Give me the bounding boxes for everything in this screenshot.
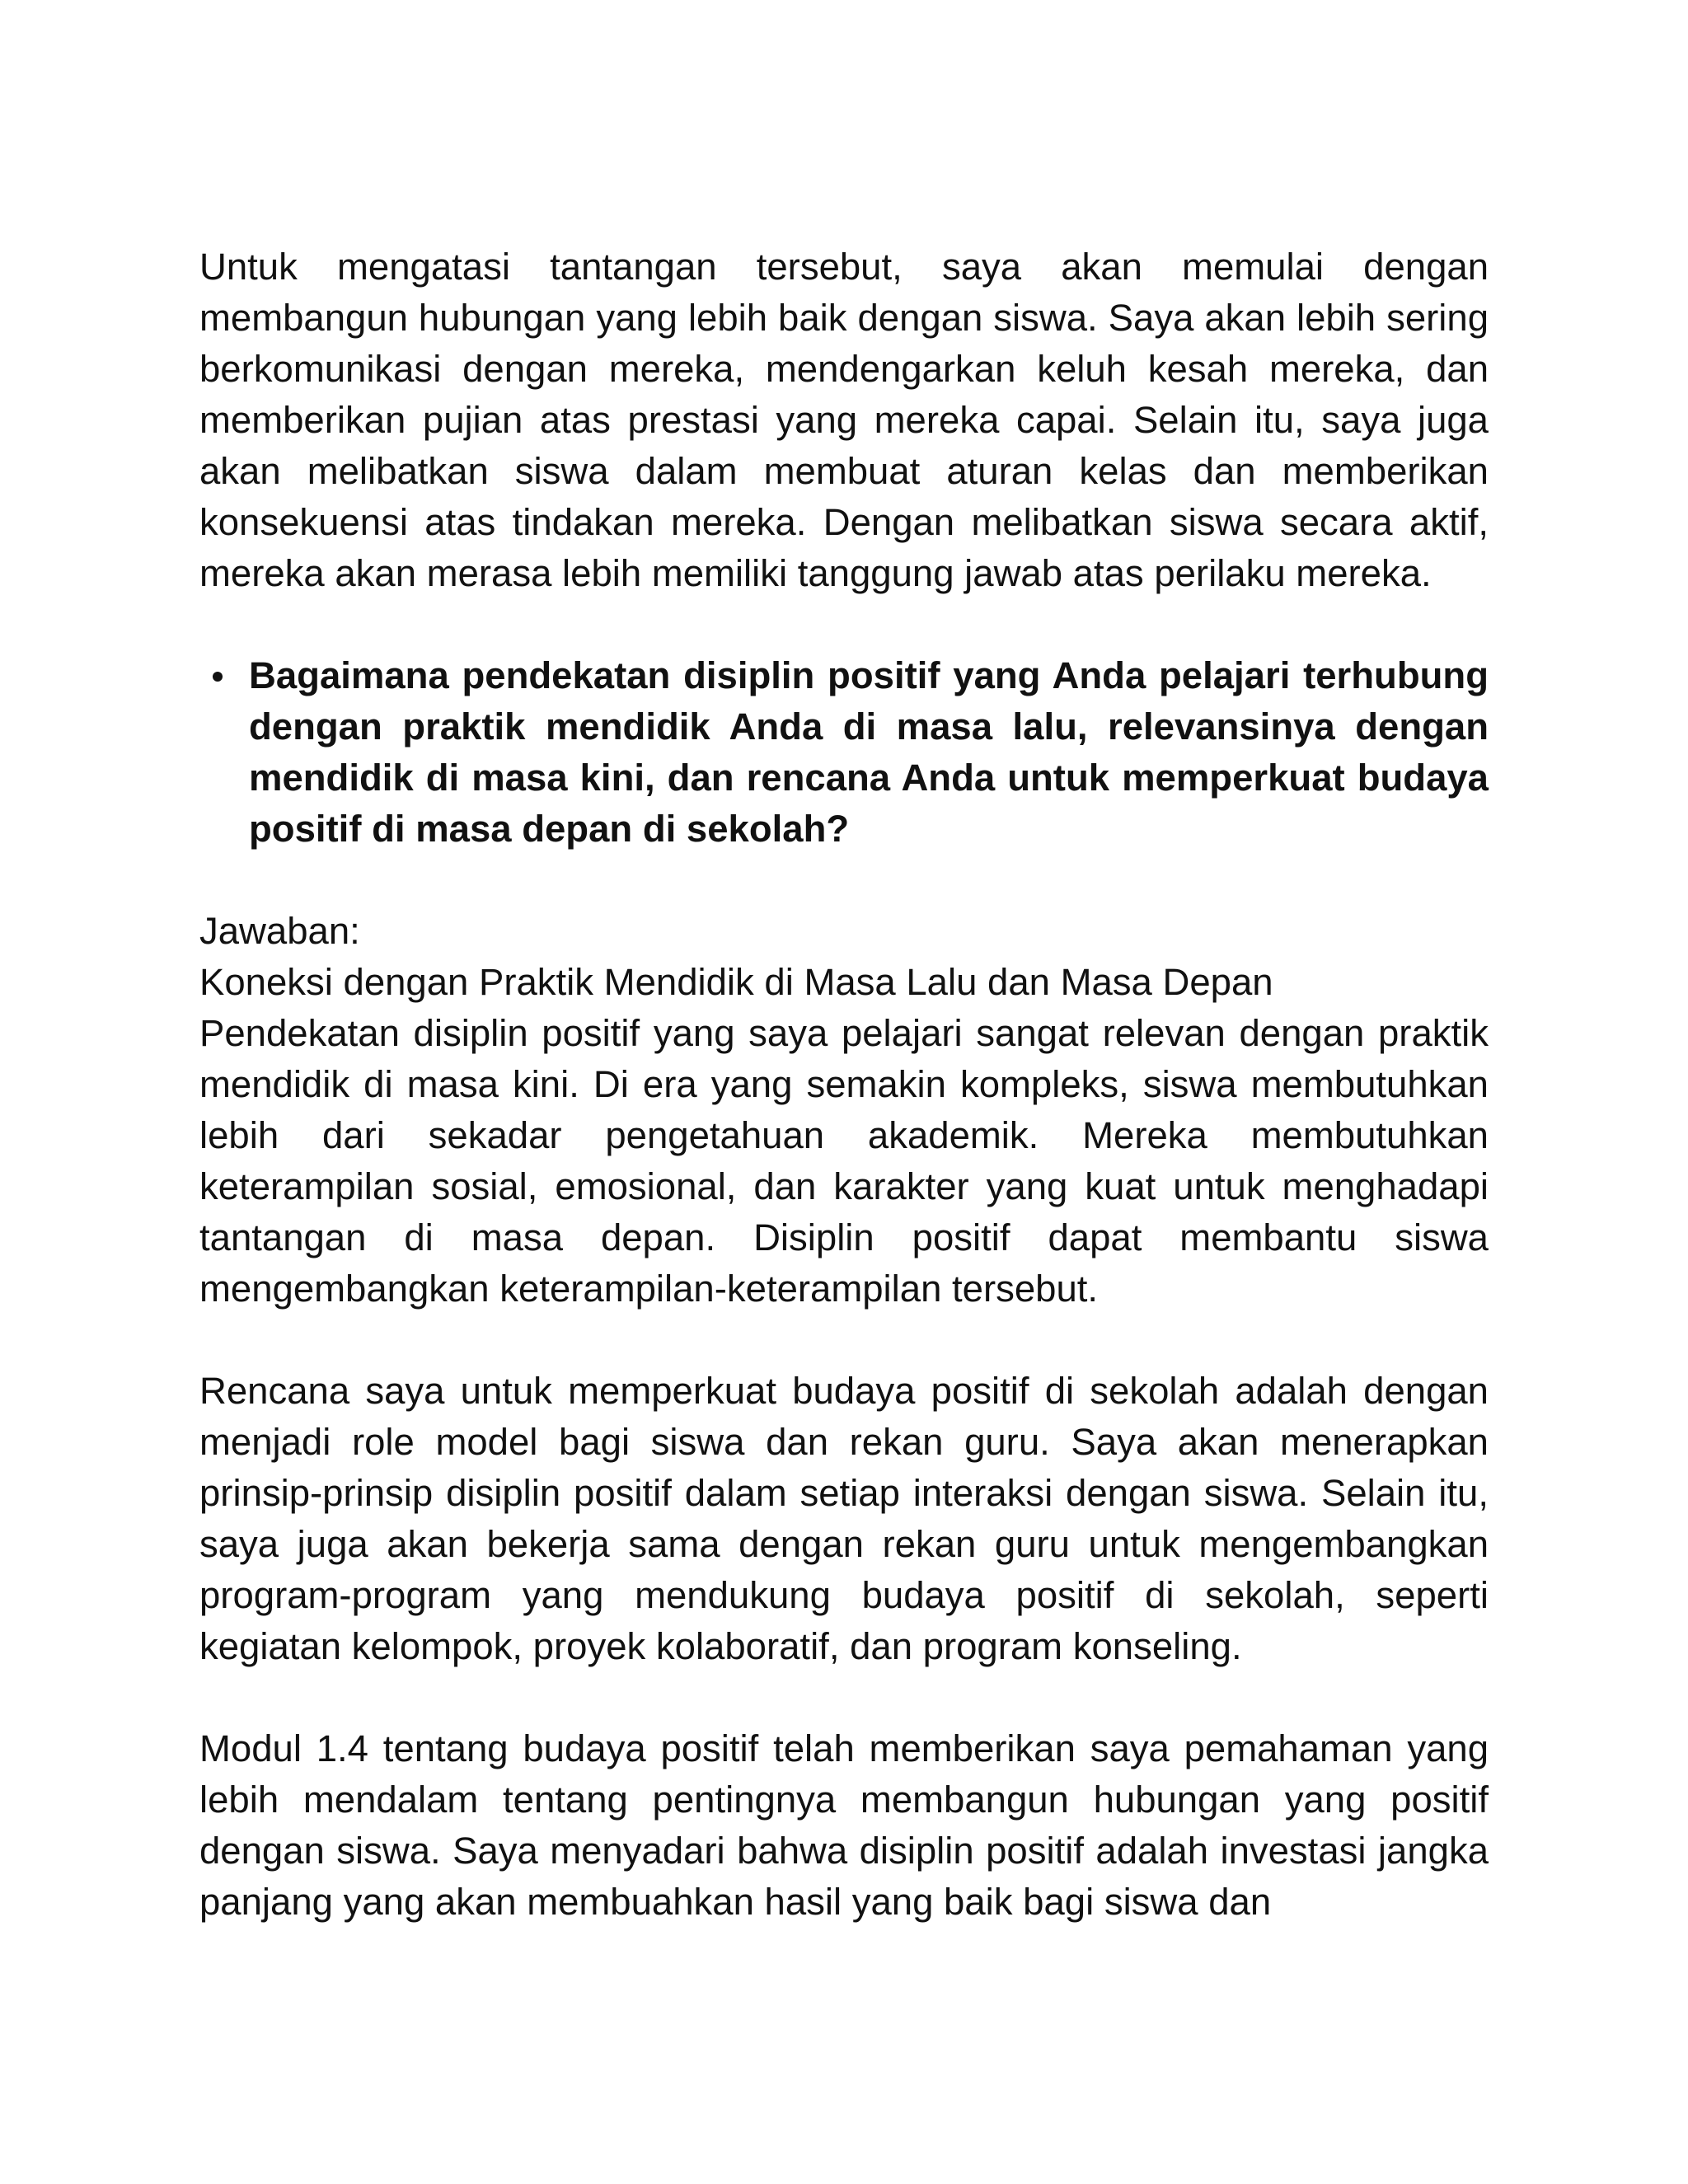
paragraph-gap bbox=[199, 855, 1489, 906]
document-page bbox=[199, 241, 1489, 1928]
paragraph-plan: Rencana saya untuk memperkuat budaya positif di sekolah adalah dengan menjadi role model bagi siswa dan rekan guru. Saya akan menerapkan prinsip-prinsip disiplin positif dalam setiap interaksi dengan siswa. Selain itu, saya juga akan bekerja sama dengan rekan guru untuk mengembangkan program-program yang mendukung budaya positif di sekolah, seperti kegiatan kelompok, proyek kolaboratif, dan program konseling. bbox=[199, 1370, 1489, 1667]
paragraph-strategy: Untuk mengatasi tantangan tersebut, saya akan memulai dengan membangun hubungan yang lebih baik dengan siswa. Saya akan lebih sering berkomunikasi dengan mereka, mendengarkan keluh kesah mereka, dan memberikan pujian atas prestasi yang mereka capai. Selain itu, saya juga akan melibatkan siswa dalam membuat aturan kelas dan memberikan konsekuensi atas tindakan mereka. Dengan melibatkan siswa secara aktif, mereka akan merasa lebih memiliki tanggung jawab atas perilaku mereka. bbox=[199, 246, 1489, 594]
paragraph-relevance: Pendekatan disiplin positif yang saya pelajari sangat relevan dengan praktik mendidik di masa kini. Di era yang semakin kompleks, siswa membutuhkan lebih dari sekadar pengetahuan akademik. Mereka membutuhkan keterampilan sosial, emosional, dan karakter yang kuat untuk menghadapi tantangan di masa depan. Disiplin positif dapat membantu siswa mengembangkan keterampilan-keterampilan tersebut. bbox=[199, 1012, 1489, 1310]
paragraph-gap bbox=[199, 599, 1489, 650]
question-text: Bagaimana pendekatan disiplin positif yang Anda pelajari terhubung dengan praktik mendidik Anda di masa lalu, relevansinya dengan mendidik di masa kini, dan rencana Anda untuk memperkuat budaya positif di masa depan di sekolah? bbox=[249, 654, 1489, 850]
paragraph-gap bbox=[199, 1315, 1489, 1366]
paragraph-module-reflection: Modul 1.4 tentang budaya positif telah memberikan saya pemahaman yang lebih mendalam tentang pentingnya membangun hubungan yang positif dengan siswa. Saya menyadari bahwa disiplin positif adalah investasi jangka panjang yang akan membuahkan hasil yang baik bagi siswa dan bbox=[199, 1727, 1489, 1923]
paragraph-gap bbox=[199, 1672, 1489, 1723]
question-item bbox=[199, 650, 1489, 855]
answer-label: Jawaban: bbox=[199, 910, 360, 952]
answer-heading: Koneksi dengan Praktik Mendidik di Masa Lalu dan Masa Depan bbox=[199, 961, 1273, 1003]
question-list bbox=[199, 650, 1489, 855]
bullet-dot-icon bbox=[213, 672, 223, 682]
